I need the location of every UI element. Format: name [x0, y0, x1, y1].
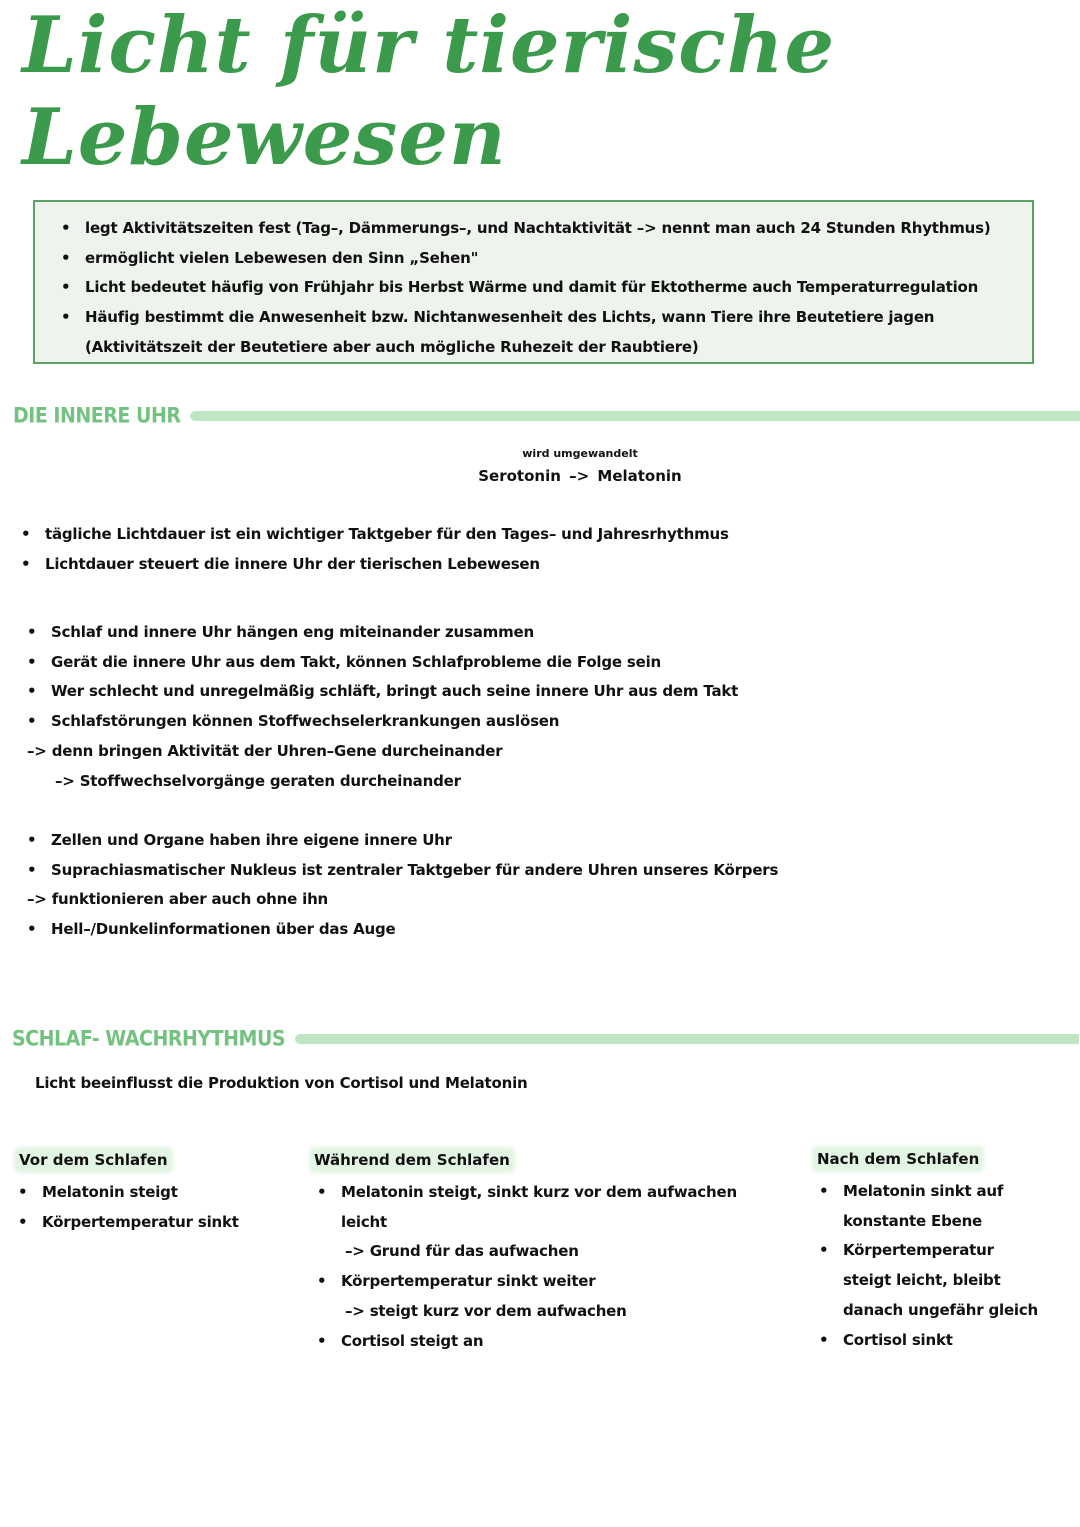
list-item: • Hell–/Dunkelinformationen über das Auge	[51, 915, 395, 945]
inner-clock-group-1	[21, 520, 729, 579]
section-divider	[295, 1034, 1079, 1044]
column-during-sleep	[311, 1149, 781, 1356]
list-item: • Häufig bestimmt die Anwesenheit bzw. Nichtanwesenheit des Lichts, wann Tiere ihre Beutetiere jagen (Aktivitätszeit der Beutetiere aber auch mögliche Ruhezeit der Raubtiere)	[85, 303, 1025, 362]
bullet-icon: •	[27, 920, 37, 938]
list-item: • Melatonin sinkt auf konstante Ebene	[843, 1177, 1044, 1236]
bullet-icon: •	[21, 525, 31, 543]
intro-summary-box	[33, 200, 1034, 364]
list-item: • Melatonin steigt	[42, 1178, 286, 1208]
title-line-1: Licht für tierische	[22, 0, 836, 91]
conversion-label: wird umgewandelt	[522, 447, 638, 460]
list-item: • Körpertemperatur sinkt weiter –> steigt kurz vor dem aufwachen	[341, 1267, 781, 1326]
column-heading: Nach dem Schlafen	[814, 1148, 982, 1170]
list-item: • Licht bedeutet häufig von Frühjahr bis Herbst Wärme und damit für Ektotherme auch Temperaturregulation	[85, 273, 1025, 303]
section-title: SCHLAF- WACHRHYTHMUS	[12, 1026, 286, 1052]
list-item: • Suprachiasmatischer Nukleus ist zentraler Taktgeber für andere Uhren unseres Körpers	[51, 856, 778, 886]
arrow-note: –> Stoffwechselvorgänge geraten durcheinander	[55, 772, 461, 790]
list-item: • Schlaf und innere Uhr hängen eng miteinander zusammen	[51, 618, 738, 648]
bullet-icon: •	[819, 1182, 829, 1200]
bullet-icon: •	[61, 248, 71, 267]
list-item: • Gerät die innere Uhr aus dem Takt, können Schlafprobleme die Folge sein	[51, 648, 738, 678]
arrow-note: –> funktionieren aber auch ohne ihn	[27, 890, 329, 908]
bullet-icon: •	[27, 623, 37, 641]
bullet-icon: •	[61, 278, 71, 297]
list-item: • Cortisol steigt an	[341, 1327, 781, 1357]
bullet-icon: •	[18, 1183, 28, 1201]
section-heading-sleep-wake	[12, 1028, 1079, 1050]
list-item: • Körpertemperatur sinkt	[42, 1208, 286, 1238]
column-heading: Vor dem Schlafen	[16, 1149, 171, 1171]
inner-clock-group-3-last	[27, 915, 396, 945]
section-divider	[190, 411, 1080, 421]
bullet-icon: •	[819, 1330, 829, 1349]
list-item: • Körpertemperatur steigt leicht, bleibt danach ungefähr gleich	[843, 1236, 1044, 1325]
column-after-sleep	[814, 1148, 1044, 1355]
list-item: • tägliche Lichtdauer ist ein wichtiger Taktgeber für den Tages– und Jahresrhythmus	[45, 520, 729, 550]
bullet-icon: •	[27, 682, 37, 701]
column-heading: Während dem Schlafen	[311, 1149, 513, 1171]
column-before-sleep	[16, 1149, 286, 1237]
bullet-icon: •	[819, 1241, 829, 1260]
list-item: • Lichtdauer steuert die innere Uhr der tierischen Lebewesen	[45, 550, 729, 580]
bullet-icon: •	[27, 652, 37, 671]
bullet-icon: •	[27, 712, 37, 731]
bullet-icon: •	[317, 1331, 327, 1350]
section-title: DIE INNERE UHR	[13, 403, 181, 429]
title-line-2: Lebewesen	[22, 92, 507, 183]
list-item: • Schlafstörungen können Stoffwechselerkrankungen auslösen	[51, 707, 738, 737]
conversion-formula: Serotonin –> Melatonin	[478, 467, 682, 485]
bullet-icon: •	[27, 860, 37, 879]
bullet-icon: •	[21, 554, 31, 573]
inner-clock-group-3	[27, 826, 779, 885]
bullet-icon: •	[61, 308, 71, 327]
page-title	[22, 0, 835, 184]
list-item: • Zellen und Organe haben ihre eigene innere Uhr	[51, 826, 778, 856]
arrow-note: –> steigt kurz vor dem aufwachen	[345, 1301, 627, 1320]
list-item: • Melatonin steigt, sinkt kurz vor dem aufwachen leicht –> Grund für das aufwachen	[341, 1178, 781, 1267]
bullet-icon: •	[61, 219, 71, 237]
list-item: • Cortisol sinkt	[843, 1326, 1044, 1356]
list-item: • legt Aktivitätszeiten fest (Tag–, Dämmerungs–, und Nachtaktivität –> nennt man auch 24 Stunden Rhythmus)	[85, 214, 1025, 244]
arrow-note: –> Grund für das aufwachen	[345, 1242, 579, 1261]
section-heading-inner-clock	[13, 405, 1080, 427]
intro-list	[61, 214, 1025, 363]
sleep-intro: Licht beeinflusst die Produktion von Cortisol und Melatonin	[35, 1074, 528, 1092]
inner-clock-group-2	[27, 618, 739, 737]
arrow-note: –> denn bringen Aktivität der Uhren–Gene durcheinander	[27, 742, 503, 760]
conversion-note	[0, 446, 1080, 490]
bullet-icon: •	[317, 1272, 327, 1291]
bullet-icon: •	[27, 831, 37, 849]
list-item: • ermöglicht vielen Lebewesen den Sinn „Sehen"	[85, 244, 1025, 274]
bullet-icon: •	[317, 1183, 327, 1201]
list-item: • Wer schlecht und unregelmäßig schläft, bringt auch seine innere Uhr aus dem Takt	[51, 677, 738, 707]
bullet-icon: •	[18, 1212, 28, 1231]
